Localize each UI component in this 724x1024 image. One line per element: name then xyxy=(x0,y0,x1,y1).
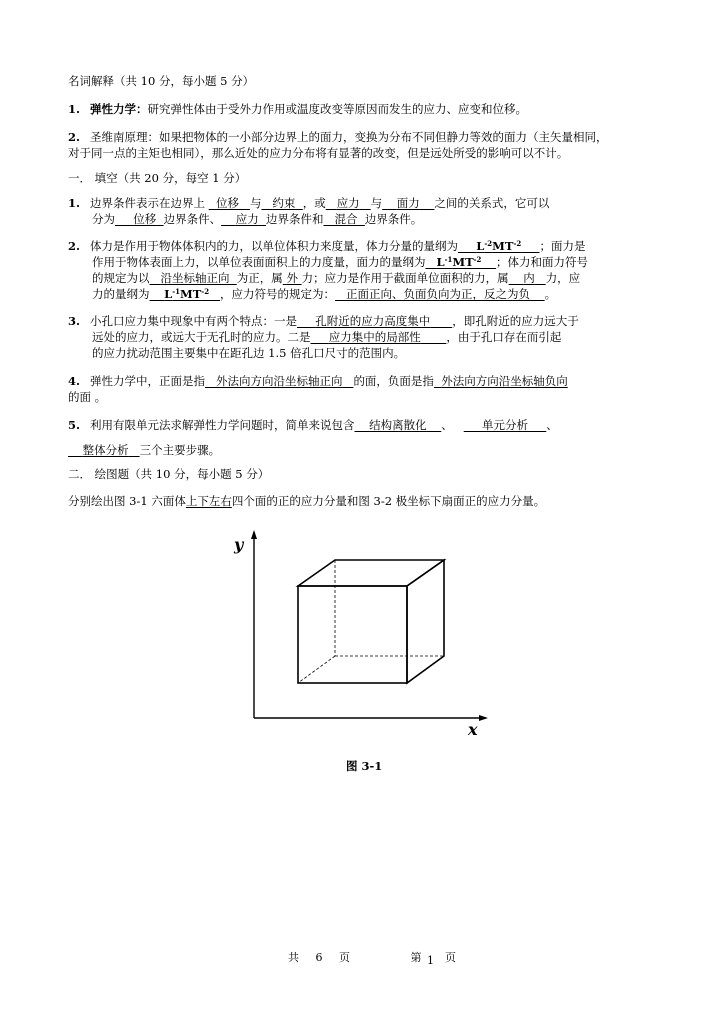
answer xyxy=(150,271,237,285)
answer-text: 单元分析 xyxy=(482,418,528,432)
text: 边界条件、 xyxy=(163,212,222,226)
fill-q2-line1 xyxy=(68,239,658,253)
answer xyxy=(509,271,546,285)
exponent: -2 xyxy=(201,287,210,296)
text: 弹性力学中，正面是指 xyxy=(90,374,205,388)
answer-text: 约束 xyxy=(272,196,296,210)
text: 边界条件表示在边界上 xyxy=(90,196,205,210)
cube-top-face xyxy=(298,560,444,586)
x-axis-label: x xyxy=(468,720,478,739)
text: 的面，负面是指 xyxy=(353,374,434,388)
answer xyxy=(261,196,302,210)
fill-q5-line2 xyxy=(68,443,658,457)
answer-text: 位移 xyxy=(133,212,157,226)
answer-text: 应力集中的局部性 xyxy=(328,330,421,344)
answer-text: 面力 xyxy=(396,196,420,210)
exponent: -2 xyxy=(484,239,493,248)
answer xyxy=(221,212,266,226)
text: ，即孔附近的应力远大于 xyxy=(452,314,579,328)
drawing-instruction xyxy=(68,494,658,508)
answer-text: 孔附近的应力高度集中 xyxy=(315,314,431,328)
text: 边界条件和 xyxy=(266,212,324,226)
exponent: -2 xyxy=(473,255,482,264)
fill-q2-line2 xyxy=(92,255,658,269)
y-axis-label: y xyxy=(234,535,244,554)
definition-1 xyxy=(68,102,658,116)
underlined-text: 上下左右 xyxy=(185,494,232,508)
answer xyxy=(115,212,164,226)
fill-q1-line1 xyxy=(68,196,658,210)
answer-text: 外 xyxy=(286,271,298,285)
answer xyxy=(209,196,250,210)
text: ；面力是 xyxy=(539,239,586,253)
y-axis-arrow-icon xyxy=(251,530,257,539)
text: ；体力和面力符号 xyxy=(496,255,589,269)
fill-q5-line1 xyxy=(68,418,658,432)
answer-text: MT xyxy=(452,255,474,269)
figure-caption: 图 3-1 xyxy=(346,759,383,773)
section0-heading: 名词解释（共 10 分，每小题 5 分） xyxy=(68,74,255,88)
answer xyxy=(426,255,497,269)
definition-1-text: 研究弹性体由于受外力作用或温度改变等原因而发生的应力、应变和位移。 xyxy=(147,102,527,116)
figure-3-1 xyxy=(228,526,498,746)
fill-q3-line3: 的应力扰动范围主要集中在距孔边 1.5 倍孔口尺寸的范围内。 xyxy=(92,346,406,360)
total-pages: 6 xyxy=(315,951,323,964)
answer xyxy=(68,443,140,457)
text: 四个面的正的应力分量和图 3-2 极坐标下扇面正的应力分量。 xyxy=(231,494,546,508)
x-axis-arrow-icon xyxy=(479,715,488,721)
answer xyxy=(335,287,545,301)
answer-text: 正面正向、负面负向为正，反之为负 xyxy=(346,287,531,301)
cube-hidden-edge xyxy=(298,656,335,683)
fill-q2-number: 2. xyxy=(68,239,81,253)
fill-q4-line2: 的面 。 xyxy=(68,390,107,404)
footer-text: 第 xyxy=(410,951,422,964)
definition-2-number: 2. xyxy=(68,130,81,144)
fill-q5-number: 5. xyxy=(68,418,81,432)
answer xyxy=(464,418,547,432)
text: 与 xyxy=(370,196,383,210)
answer-text: MT xyxy=(180,287,202,301)
text: 力的量纲为 xyxy=(92,287,150,301)
answer-text: 位移 xyxy=(215,196,239,210)
text: 三个主要步骤。 xyxy=(139,443,221,457)
fill-q3-number: 3. xyxy=(68,314,81,328)
text: 力，应 xyxy=(545,271,581,285)
text: 小孔口应力集中现象中有两个特点：一是 xyxy=(90,314,297,328)
answer-text: 外法向方向沿坐标轴正向 xyxy=(215,374,343,388)
answer xyxy=(434,374,568,388)
text: ，由于孔口存在而引起 xyxy=(446,330,562,344)
section2-heading: 二． 绘图题（共 10 分，每小题 5 分） xyxy=(68,467,270,481)
exponent: -1 xyxy=(444,255,453,264)
text: 。 xyxy=(544,287,557,301)
cube-right-face xyxy=(407,560,444,683)
definition-1-number: 1. xyxy=(68,102,81,116)
definition-2-text1: 圣维南原理：如果把物体的一小部分边界上的面力，变换为分布不同但静力等效的面力（主矢量相同， xyxy=(90,130,608,144)
text: ，或 xyxy=(302,196,326,210)
fill-q4-number: 4. xyxy=(68,374,81,388)
cube-front-face xyxy=(298,586,407,683)
exponent: -1 xyxy=(172,287,180,296)
text: 分别绘出图 3-1 六面体 xyxy=(68,494,186,508)
definition-2-line1 xyxy=(68,130,658,144)
text: 分为 xyxy=(92,212,115,226)
text: 、 xyxy=(441,418,453,432)
exponent: -2 xyxy=(513,239,522,248)
text: 的规定为以 xyxy=(92,271,150,285)
answer xyxy=(283,271,302,285)
answer xyxy=(355,418,442,432)
footer-text: 页 xyxy=(339,951,350,964)
answer-text: L xyxy=(476,239,485,253)
answer xyxy=(324,212,365,226)
answer-text: 混合 xyxy=(334,212,358,226)
page-footer xyxy=(288,949,456,965)
answer-text: 内 xyxy=(523,271,535,285)
page-number: 1 xyxy=(426,954,434,967)
fill-q3-line1 xyxy=(68,314,658,328)
answer-text: 结构离散化 xyxy=(369,418,427,432)
answer-text: MT xyxy=(492,239,514,253)
fill-q3-line2 xyxy=(92,330,658,344)
definition-2-line2: 对于同一点的主矩也相同），那么近处的应力分布将有显著的改变，但是远处所受的影响可以不计。 xyxy=(68,146,569,160)
answer-text: 外法向方向沿坐标轴负向 xyxy=(441,374,568,388)
section1-heading: 一． 填空（共 20 分，每空 1 分） xyxy=(68,171,247,185)
footer-text: 页 xyxy=(444,951,456,964)
answer xyxy=(382,196,434,210)
text: 为正，属 xyxy=(236,271,283,285)
answer xyxy=(326,196,371,210)
text: 体力是作用于物体体积内的力，以单位体积力来度量，体力分量的量纲为 xyxy=(90,239,458,253)
answer xyxy=(205,374,353,388)
answer xyxy=(150,287,221,301)
footer-text: 共 xyxy=(288,951,299,964)
answer xyxy=(311,330,447,344)
answer-text: 整体分析 xyxy=(82,443,129,457)
text: 之间的关系式，它可以 xyxy=(434,196,550,210)
text: 、 xyxy=(546,418,558,432)
text: 远处的应力，或远大于无孔时的应力。二是 xyxy=(92,330,311,344)
text: 与 xyxy=(249,196,262,210)
answer-text: 应力 xyxy=(235,212,259,226)
answer-text: L xyxy=(436,255,445,269)
definition-1-term: 弹性力学： xyxy=(90,102,148,116)
fill-q2-line3 xyxy=(92,271,658,285)
text: ，应力符号的规定为： xyxy=(220,287,336,301)
answer xyxy=(297,314,452,328)
fill-q2-line4 xyxy=(92,287,658,301)
text: 作用于物体表面上力，以单位表面面积上的力度量，面力的量纲为 xyxy=(92,255,426,269)
fill-q4-line1 xyxy=(68,374,658,388)
text: 力；应力是作用于截面单位面积的力，属 xyxy=(301,271,509,285)
text: 边界条件。 xyxy=(364,212,423,226)
answer-text: 沿坐标轴正向 xyxy=(160,271,230,285)
text: 利用有限单元法求解弹性力学问题时，简单来说包含 xyxy=(90,418,355,432)
answer-text: 应力 xyxy=(336,196,360,210)
fill-q1-number: 1. xyxy=(68,196,81,210)
fill-q1-line2 xyxy=(92,212,658,226)
answer-text: L xyxy=(164,287,173,301)
answer xyxy=(458,239,540,253)
